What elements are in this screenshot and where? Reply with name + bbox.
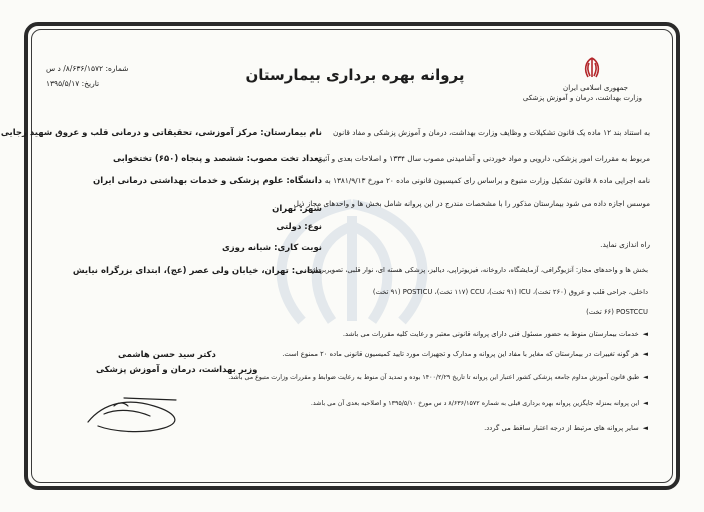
page-title: پروانه بهره برداری بیمارستان bbox=[245, 66, 465, 84]
org-line-1: جمهوری اسلامی ایران bbox=[563, 84, 628, 92]
condition-item: ◄این پروانه بمنزله جایگزین پروانه بهره برداری قبلی به شماره ۸/۶۳۶/۱۵۷۲ د س مورخ ۱۳۹۵/۵/۱۰ و اصلاحیه بعدی آن می باشد. bbox=[310, 400, 648, 407]
condition-item: ◄سایر پروانه های مرتبط از درجه اعتبار ساقط می گردد. bbox=[484, 424, 648, 432]
bullet-icon: ◄ bbox=[642, 424, 648, 432]
bullet-icon: ◄ bbox=[642, 350, 648, 358]
signatory-position: وزیر بهداشت، درمان و آموزش پزشکی bbox=[96, 365, 258, 375]
condition-item: ◄هر گونه تغییرات در بیمارستان که مغایر با مفاد این پروانه و مدارک و تجهیزات مورد تایید کمیسیون قانونی ماده ۲۰ ممنوع است. bbox=[282, 350, 648, 358]
condition-item: ◄خدمات بیمارستان منوط به حضور مسئول فنی دارای پروانه قانونی معتبر و رعایت کلیه مقررات می باشد. bbox=[342, 330, 648, 338]
departments-line: داخلی، جراحی قلب و عروق (۲۶۰ تخت)، ICU (۹۱ تخت)، CCU (۱۱۷ تخت)، POSTICU (۹۱ تخت) bbox=[372, 288, 648, 296]
document-number: شماره: ۸/۶۳۶/۱۵۷۲/ د س bbox=[46, 64, 129, 73]
iran-emblem-icon bbox=[580, 56, 604, 80]
bullet-icon: ◄ bbox=[643, 400, 648, 407]
hospital-name: نام بیمارستان: مرکز آموزشی، تحقیقاتی و درمانی قلب و عروق شهید رجایی bbox=[0, 128, 322, 138]
body-line: راه اندازی نماید. bbox=[600, 240, 650, 249]
emblem-watermark bbox=[202, 196, 502, 326]
body-line: به استناد بند ۱۲ ماده یک قانون تشکیلات و وظایف وزارت بهداشت، درمان و آموزش پزشکی و مفاد قانون bbox=[333, 128, 650, 137]
departments-line: بخش ها و واحدهای مجاز: آنژیوگرافی، آزمایشگاه، داروخانه، فیزیوتراپی، دیالیز، پزشکی هسته ای، نوار قلبی، تصویربرداری bbox=[306, 266, 648, 274]
body-line: موسس اجازه داده می شود بیمارستان مذکور را با مشخصات مندرج در این پروانه شامل بخش ها و واحدهای مجاز ذیل bbox=[293, 199, 650, 208]
body-line: مربوط به مقررات امور پزشکی، دارویی و مواد خوردنی و آشامیدنی مصوب سال ۱۳۳۴ و اصلاحات بعدی و آئین bbox=[317, 154, 650, 163]
condition-item: ◄طبق قانون آموزش مداوم جامعه پزشکی کشور اعتبار این پروانه تا تاریخ ۱۴۰۰/۲/۲۹ بوده و تمدید آن منوط به رعایت ضوابط و مقررات وزارت متبوع می باشد. bbox=[228, 374, 648, 381]
bullet-icon: ◄ bbox=[643, 374, 648, 381]
address: نشانی: تهران، خیابان ولی عصر (عج)، ابتدای بزرگراه نیایش bbox=[72, 266, 322, 276]
signatory-name: دکتر سید حسن هاشمی bbox=[118, 350, 216, 360]
handwritten-signature bbox=[84, 392, 192, 436]
university: دانشگاه: علوم پزشکی و خدمات بهداشتی درمانی ایران bbox=[92, 176, 322, 186]
bullet-icon: ◄ bbox=[642, 330, 648, 338]
city: شهر: تهران bbox=[272, 204, 322, 214]
departments-line: POSTCCU (۶۶ تخت) bbox=[586, 308, 648, 316]
body-line: نامه اجرایی ماده ۸ قانون تشکیل وزارت متبوع و براساس رای کمیسیون قانونی ماده ۲۰ مورخ ۱۳۸۱/۹/۱۳ به bbox=[324, 176, 650, 185]
document-date: تاریخ: ۱۳۹۵/۵/۱۷ bbox=[46, 79, 100, 88]
approved-beds: تعداد تخت مصوب: ششصد و پنجاه (۶۵۰) تختخوابی bbox=[113, 154, 322, 164]
work-shift: نوبت کاری: شبانه روزی bbox=[221, 243, 322, 253]
org-line-2: وزارت بهداشت، درمان و آموزش پزشکی bbox=[522, 94, 642, 102]
hospital-type: نوع: دولتی bbox=[276, 222, 322, 232]
